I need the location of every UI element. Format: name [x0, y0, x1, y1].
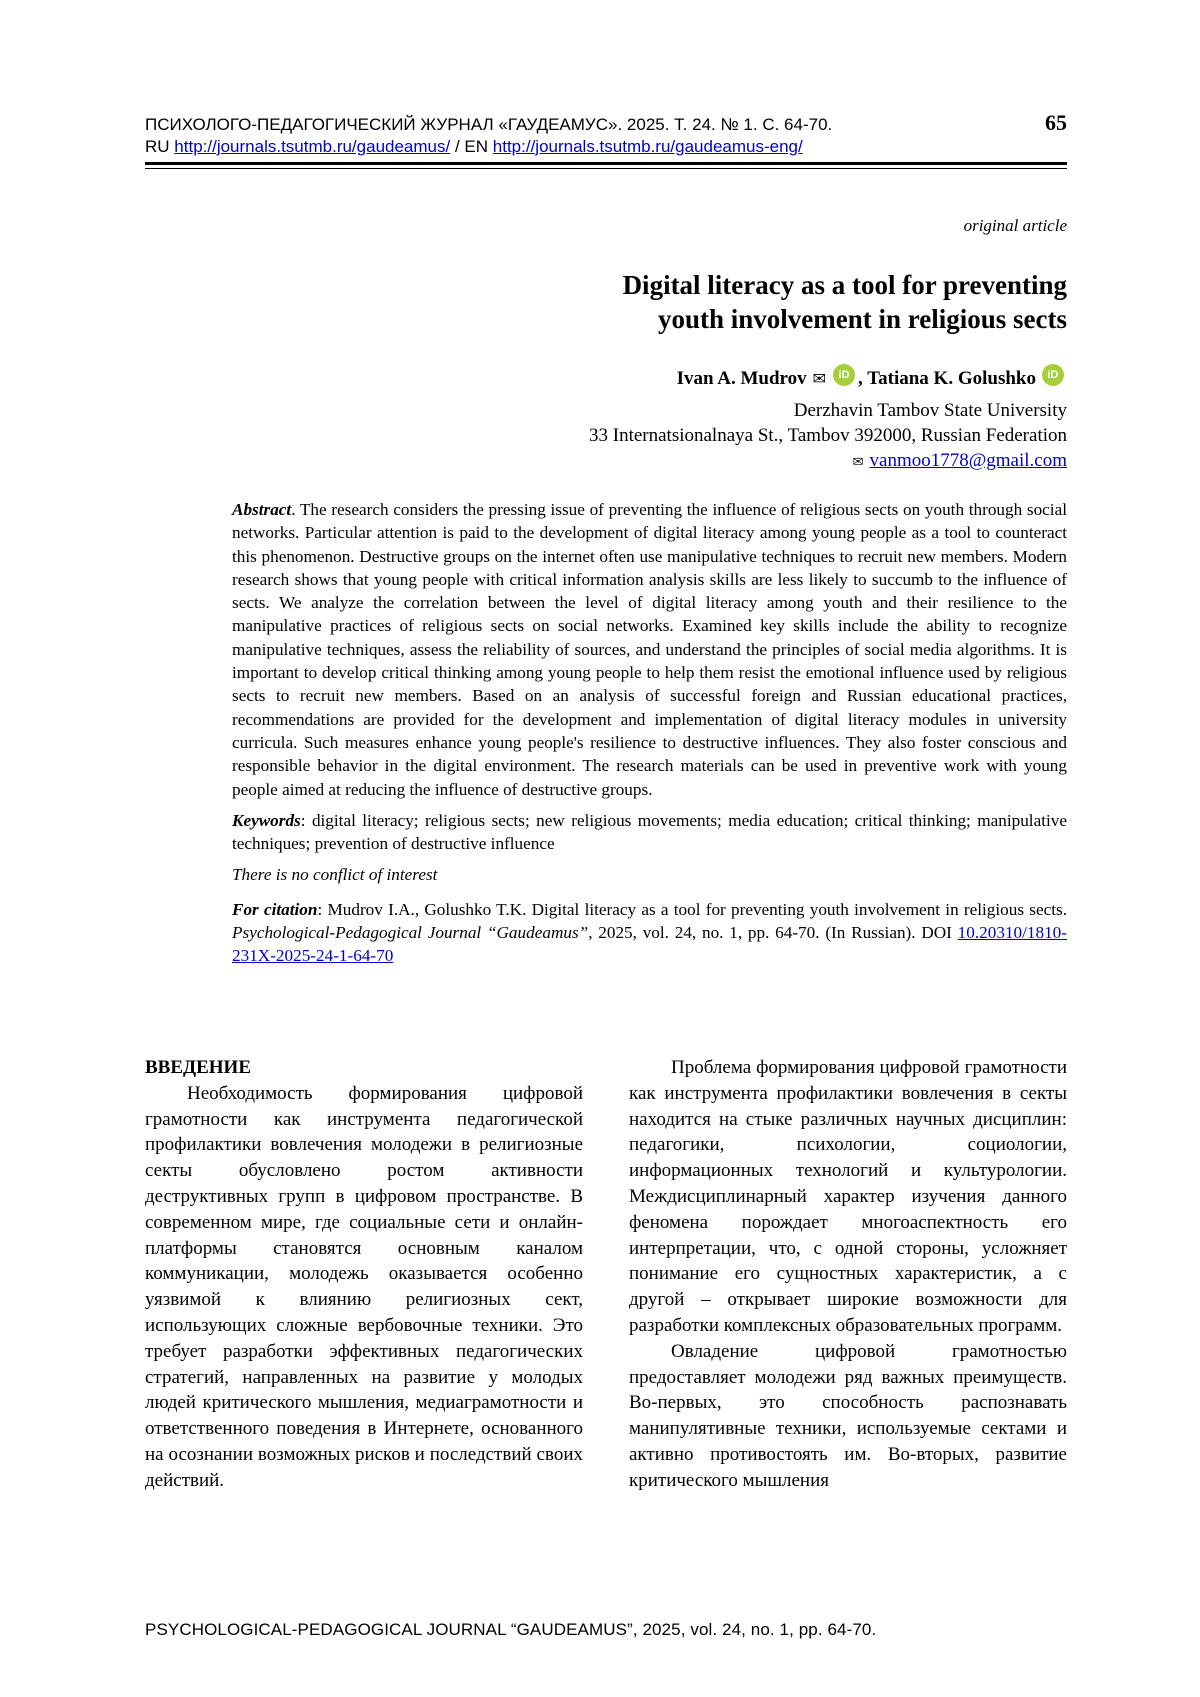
citation-paragraph	[232, 898, 1067, 968]
abstract-paragraph	[232, 498, 1067, 801]
orcid-icon[interactable]: iD	[833, 364, 855, 386]
author-2-name: , Tatiana K. Golushko	[858, 368, 1036, 389]
header-rule-thick	[145, 162, 1067, 165]
orcid-icon[interactable]: iD	[1042, 364, 1064, 386]
body-paragraph: Овладение цифровой грамотностью предоставляет молодежи ряд важных преимуществ. Во-первых, это способность распознавать манипулятивные техники, используемые сектами и активно противостоять им. Во-вторых, развитие критического мышления	[629, 1340, 1067, 1491]
journal-links	[145, 136, 1067, 158]
body-paragraph: Необходимость формирования цифровой грамотности как инструмента педагогической профилактики вовлечения молодежи в религиозные секты обусловлено ростом активности деструктивных групп в цифровом пространстве. В современном мире, где социальные сети и онлайн-платформы становятся основным каналом коммуникации, молодежь оказывается особенно уязвимой к влиянию религиозных сект, использующих сложные вербовочные техники. Это требует разработки эффективных педагогических стратегий, направленных на развитие у молодых людей критического мышления, медиаграмотности и ответственного поведения в Интернете, основанного на осознании возможных рисков и последствий своих действий.	[145, 1082, 583, 1491]
keywords-paragraph	[232, 809, 1067, 856]
doi-link[interactable]: 10.20310/1810-231X-2025-24-1-64-70	[232, 923, 1067, 966]
abstract-text: . The research considers the pressing issue of preventing the influence of religious sects on youth through social networks. Particular attention is paid to the development of digital literacy among young people as a tool to counteract this phenomenon. Destructive groups on the internet often use manipulative techniques to recruit new members. Modern research shows that young people with critical information analysis skills are less likely to succumb to the influence of sects. We analyze the correlation between the level of digital literacy among youth and their resilience to the manipulative practices of religious sects on social networks. Examined key skills include the ability to recognize manipulative techniques, assess the reliability of sources, and understand the principles of social media algorithms. It is important to develop critical thinking among young people to help them resist the emotional influence used by religious sects to recruit new members. Based on an analysis of successful foreign and Russian educational practices, recommendations are provided for the development and implementation of digital literacy modules in university curricula. Such measures enhance young people's resilience to destructive influences. They also foster conscious and responsible behavior in the digital environment. The research materials can be used in preventive work with young people aimed at reducing the influence of destructive groups.	[232, 500, 1067, 799]
journal-citation-ru: ПСИХОЛОГО-ПЕДАГОГИЧЕСКИЙ ЖУРНАЛ «ГАУДЕАМУС». 2025. Т. 24. № 1. С. 64-70.	[145, 115, 833, 134]
address: 33 Internatsionalnaya St., Tambov 392000, Russian Federation	[589, 425, 1067, 446]
body-column-right	[629, 1055, 1067, 1494]
link-separator: / EN	[454, 137, 489, 156]
keywords-text: : digital literacy; religious sects; new religious movements; media education; critical thinking; manipulative techniques; prevention of destructive influence	[232, 810, 1067, 854]
citation-text: : Mudrov I.A., Golushko T.K. Digital literacy as a tool for preventing youth involvement in religious sects.	[317, 899, 1067, 919]
affiliation-block	[589, 398, 1067, 474]
envelope-icon[interactable]: ✉	[812, 371, 827, 388]
email-line	[589, 448, 1067, 474]
body-column-left	[145, 1055, 583, 1494]
affiliation: Derzhavin Tambov State University	[793, 400, 1067, 421]
title-line-2: youth involvement in religious sects	[657, 304, 1067, 334]
article-title	[367, 268, 1067, 336]
conflict-statement: There is no conflict of interest	[232, 865, 438, 885]
page-number: 65	[1045, 110, 1067, 135]
keywords-label: Keywords	[232, 810, 301, 830]
ru-journal-link[interactable]: http://journals.tsutmb.ru/gaudeamus/	[174, 137, 451, 156]
en-journal-link[interactable]: http://journals.tsutmb.ru/gaudeamus-eng/	[492, 137, 803, 156]
citation-journal: Psychological-Pedagogical Journal “Gaudeamus”	[232, 923, 589, 943]
title-line-1: Digital literacy as a tool for preventing	[622, 270, 1067, 300]
section-heading: ВВЕДЕНИЕ	[145, 1057, 251, 1078]
citation-text-2: , 2025, vol. 24, no. 1, pp. 64-70. (In Russian). DOI	[588, 923, 958, 943]
running-header	[145, 114, 1067, 158]
abstract-block	[232, 498, 1067, 968]
author-1-name: Ivan A. Mudrov	[676, 368, 807, 389]
article-type: original article	[963, 216, 1067, 235]
abstract-label: Abstract	[232, 500, 292, 519]
ru-label: RU	[145, 137, 170, 156]
body-paragraph: Проблема формирования цифровой грамотности как инструмента профилактики вовлечения в секты находится на стыке различных научных дисциплин: педагогики, психологии, социологии, информационных технологий и культурологии. Междисциплинарный характер изучения данного феномена порождает многоаспектность его интерпретации, что, с одной стороны, усложняет понимание его сущностных характеристик, а с другой – открывает широкие возможности для разработки комплексных образовательных программ.	[629, 1057, 1067, 1336]
authors-line	[677, 368, 1067, 390]
header-rule-thin	[145, 168, 1067, 169]
citation-label: For citation	[232, 899, 318, 919]
running-footer: PSYCHOLOGICAL-PEDAGOGICAL JOURNAL “GAUDEAMUS”, 2025, vol. 24, no. 1, pp. 64-70.	[145, 1620, 877, 1639]
email-link[interactable]: vanmoo1778@gmail.com	[869, 450, 1067, 471]
envelope-icon: ✉	[852, 454, 864, 469]
